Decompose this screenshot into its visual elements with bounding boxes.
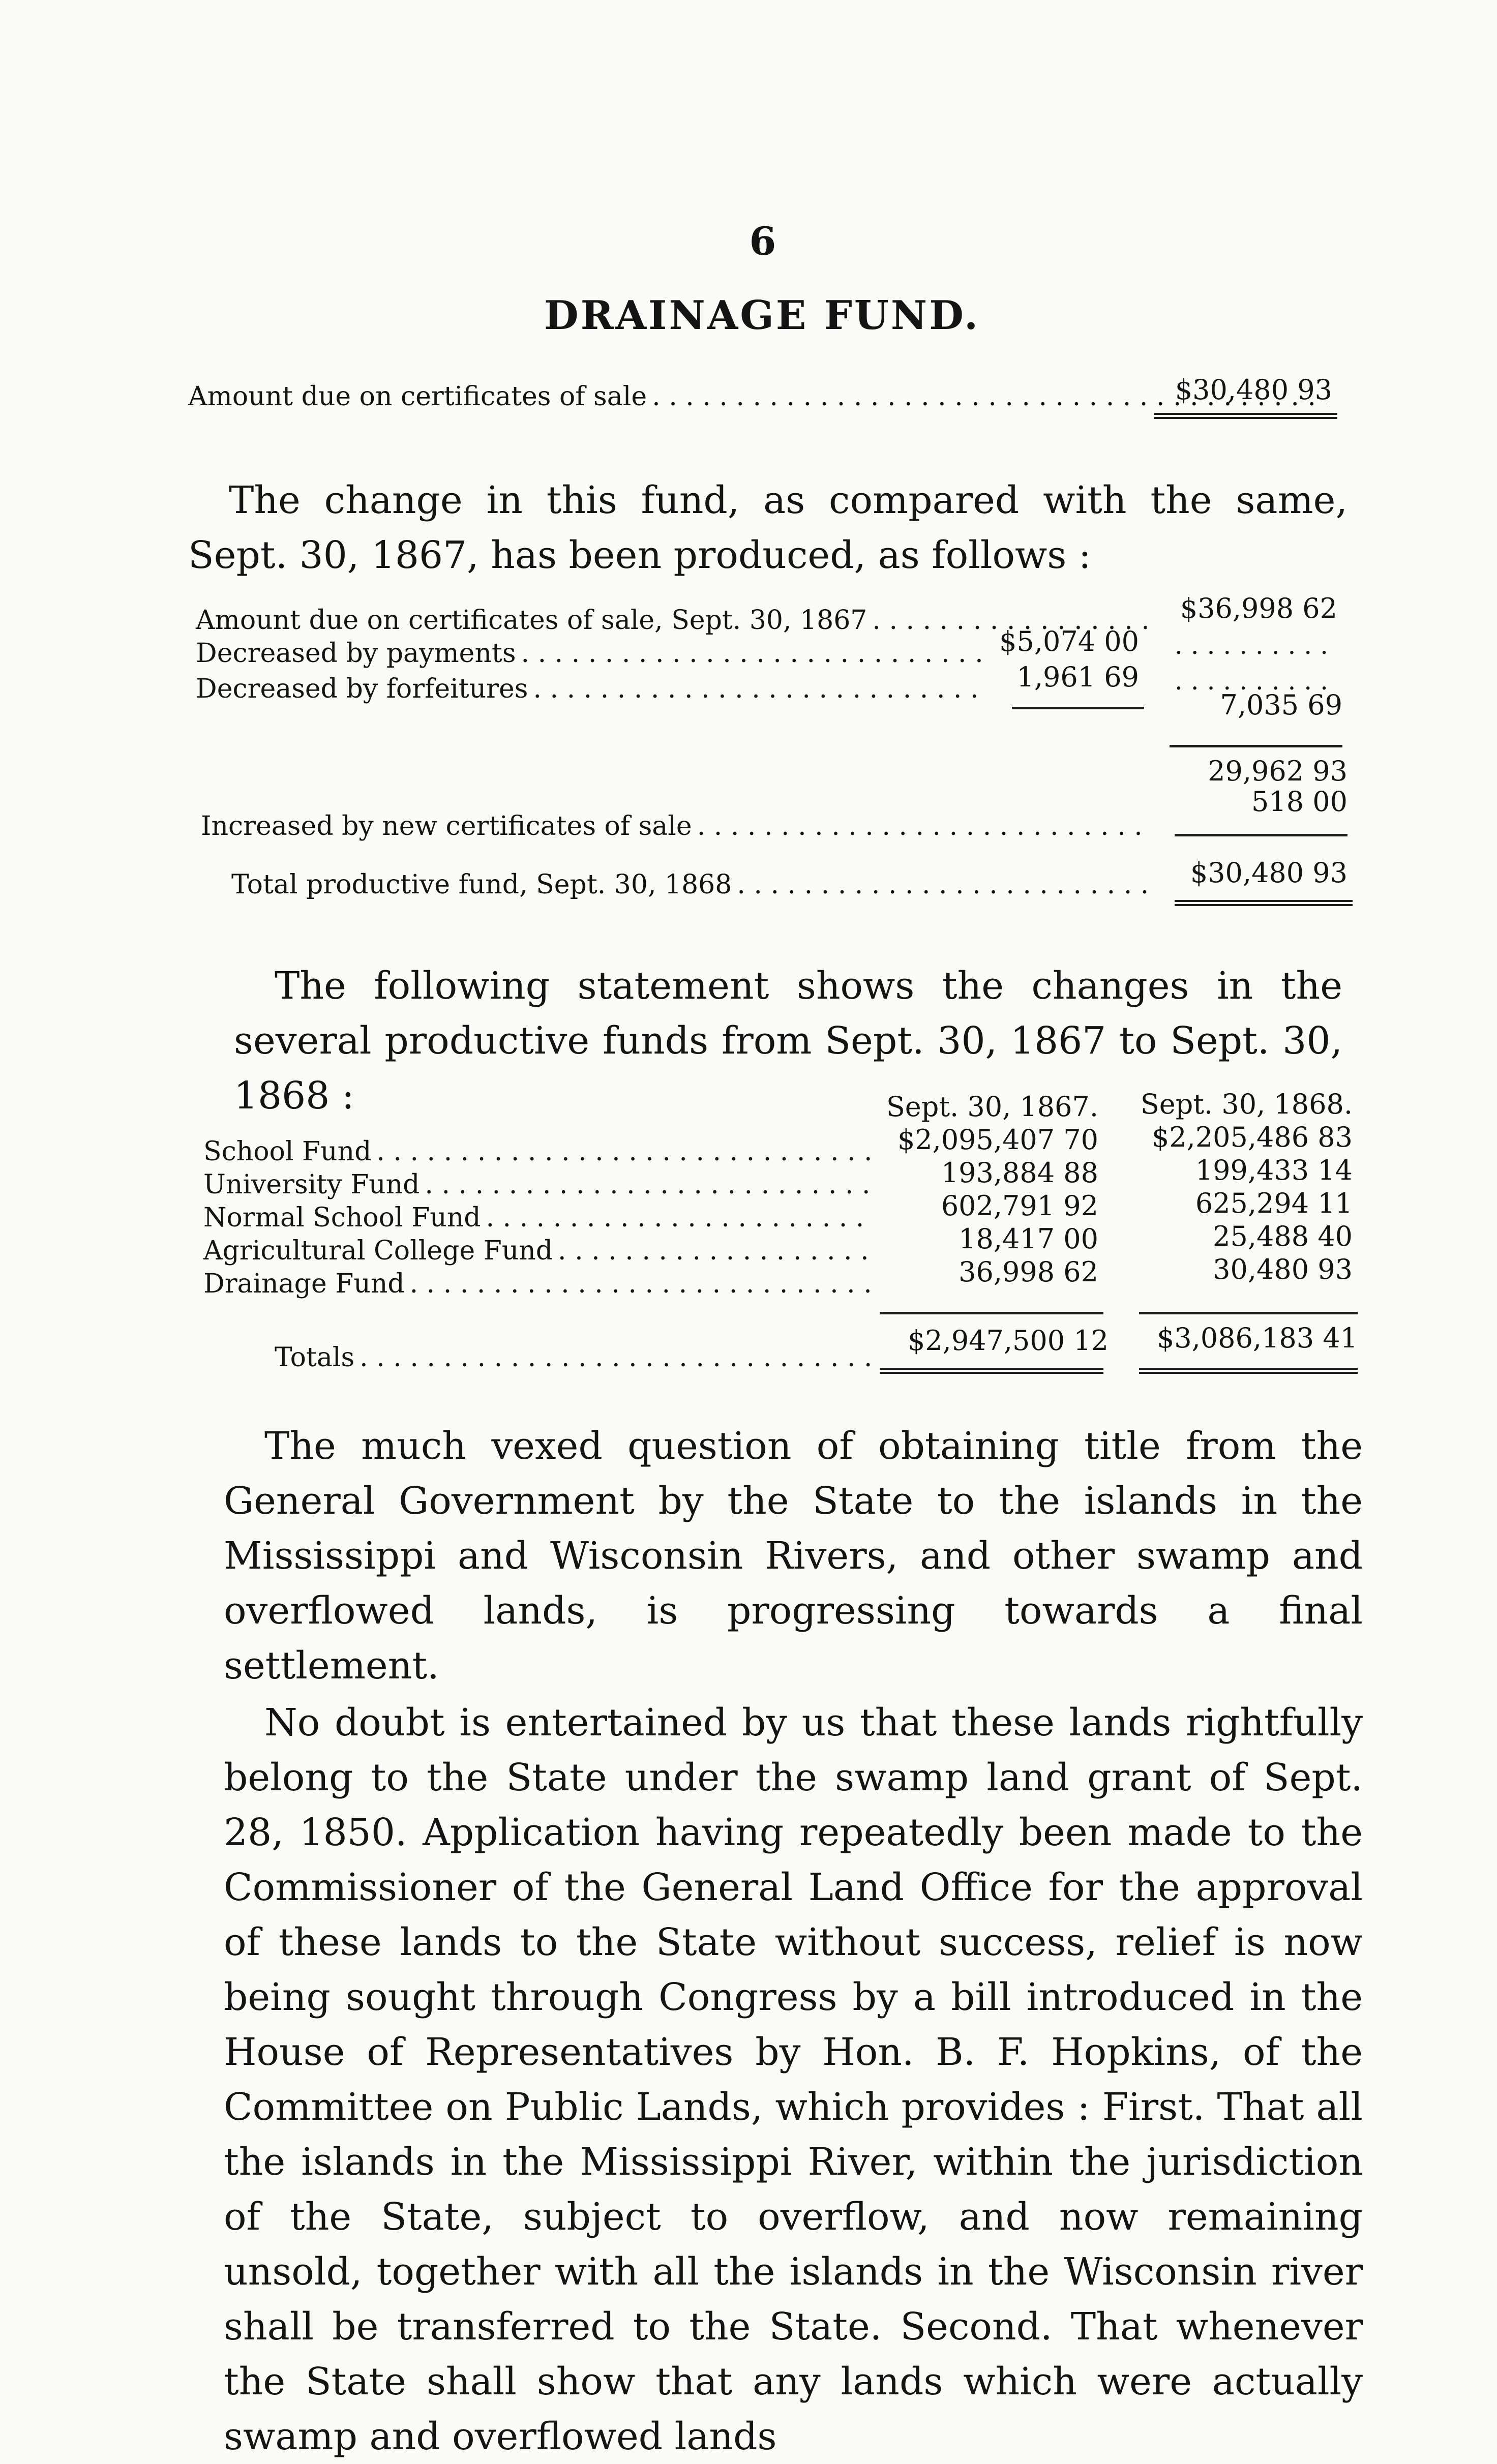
change-intro-paragraph	[188, 473, 1348, 583]
fund-row-agricultural	[203, 1236, 880, 1266]
changes-increase-value: 518 00	[1251, 786, 1348, 818]
page-title: DRAINAGE FUND.	[544, 292, 980, 339]
double-rule	[1175, 900, 1353, 906]
subtotal-rule	[1170, 745, 1342, 747]
fund-value-1867: 602,791 92	[941, 1190, 1098, 1222]
changes-forfeitures-inner: 1,961 69	[1016, 661, 1139, 693]
changes-payments-inner: $5,074 00	[999, 625, 1139, 657]
paragraph: The much vexed question of obtaining title from the General Government by the State to the islands in the Mississippi and Wisconsin Rivers, and other swamp and overflowed lands, is progressing towards a final settlement.	[224, 1424, 1363, 1688]
fund-row-drainage	[203, 1269, 880, 1299]
fund-name: School Fund	[203, 1136, 372, 1167]
totals-row	[275, 1342, 885, 1373]
fund-value-1868: 30,480 93	[1213, 1253, 1353, 1285]
changes-start-value: $36,998 62	[1180, 592, 1337, 624]
fund-row-university	[203, 1169, 880, 1200]
changes-increase-label: Increased by new certificates of sale	[201, 811, 692, 842]
fund-name: Normal School Fund	[203, 1203, 481, 1233]
fund-value-1868: $2,205,486 83	[1151, 1121, 1353, 1153]
changes-payments-label: Decreased by payments	[196, 638, 516, 669]
leader-dots: . . . . . . . . . .	[1175, 630, 1328, 660]
changes-increase-row	[201, 811, 1152, 842]
leader-dots	[410, 1269, 875, 1299]
fund-name: University Fund	[203, 1169, 420, 1200]
table-total-rule	[880, 1312, 1103, 1314]
changes-total-value: $30,480 93	[1190, 857, 1348, 889]
fund-row-school	[203, 1136, 880, 1167]
column-header-1868: Sept. 30, 1868.	[1140, 1088, 1353, 1120]
changes-subtotal-value: 29,962 93	[1208, 755, 1348, 787]
amount-due-label: Amount due on certificates of sale	[188, 381, 647, 412]
leader-dots	[697, 811, 1147, 842]
statement-intro-text: The following statement shows the changes in the several productive funds from Sept. 30, 1867 to Sept. 30, 1868 :	[234, 964, 1342, 1118]
fund-value-1867: 36,998 62	[959, 1256, 1098, 1288]
body-text	[224, 1419, 1363, 2464]
fund-name: Drainage Fund	[203, 1269, 405, 1299]
leader-dots	[486, 1203, 875, 1233]
page-number: 6	[749, 219, 776, 264]
changes-payments-row	[196, 638, 989, 669]
subtotal-rule	[1012, 707, 1144, 709]
changes-total-label: Total productive fund, Sept. 30, 1868	[231, 869, 732, 900]
leader-dots	[521, 638, 984, 669]
fund-value-1868: 25,488 40	[1213, 1220, 1353, 1252]
fund-name: Agricultural College Fund	[203, 1236, 553, 1266]
amount-due-value: $30,480 93	[1175, 374, 1332, 406]
leader-dots	[558, 1236, 875, 1266]
leader-dots	[533, 674, 984, 704]
table-total-rule	[1139, 1312, 1358, 1314]
fund-value-1867: 193,884 88	[941, 1157, 1098, 1189]
change-intro-text: The change in this fund, as compared with the same, Sept. 30, 1867, has been produced, as follows :	[188, 478, 1348, 577]
fund-value-1868: 199,433 14	[1195, 1154, 1353, 1186]
fund-value-1867: $2,095,407 70	[897, 1124, 1098, 1156]
leader-dots: . . . . . . . . . .	[1175, 666, 1328, 696]
leader-dots	[376, 1136, 875, 1167]
leader-dots	[737, 869, 1147, 900]
paragraph: No doubt is entertained by us that these lands rightfully belong to the State under the swamp land grant of Sept. 28, 1850. Application having repeatedly been made to the Commissioner of the General Land Office for the approval of these lands to the State without success, relief is now being sought through Congress by a bill introduced in the House of Representatives by Hon. B. F. Hopkins, of the Committee on Public Lands, which provides : First. That all the islands in the Mississippi River, within the jurisdiction of the State, subject to overflow, and now remaining unsold, together with all the islands in the Wisconsin river shall be transferred to the State. Second. That whenever the State shall show that any lands which were actually swamp and overflowed lands	[224, 1701, 1363, 2458]
changes-forfeitures-value: 7,035 69	[1220, 689, 1342, 721]
leader-dots	[425, 1169, 875, 1200]
total-rule	[1175, 834, 1348, 836]
totals-value-1867: $2,947,500 12	[907, 1325, 1109, 1357]
changes-forfeitures-label: Decreased by forfeitures	[196, 674, 528, 704]
leader-dots	[360, 1342, 880, 1373]
fund-row-normal-school	[203, 1203, 880, 1233]
changes-forfeitures-row	[196, 674, 989, 704]
changes-start-label: Amount due on certificates of sale, Sept. 30, 1867	[196, 605, 867, 636]
fund-value-1867: 18,417 00	[959, 1223, 1098, 1255]
totals-value-1868: $3,086,183 41	[1156, 1322, 1358, 1354]
double-rule	[1139, 1368, 1358, 1374]
double-rule	[880, 1368, 1103, 1374]
changes-total-row	[231, 869, 1152, 900]
totals-label: Totals	[275, 1342, 355, 1373]
column-header-1867: Sept. 30, 1867.	[886, 1091, 1098, 1123]
fund-value-1868: 625,294 11	[1195, 1187, 1353, 1219]
double-rule	[1154, 413, 1337, 419]
